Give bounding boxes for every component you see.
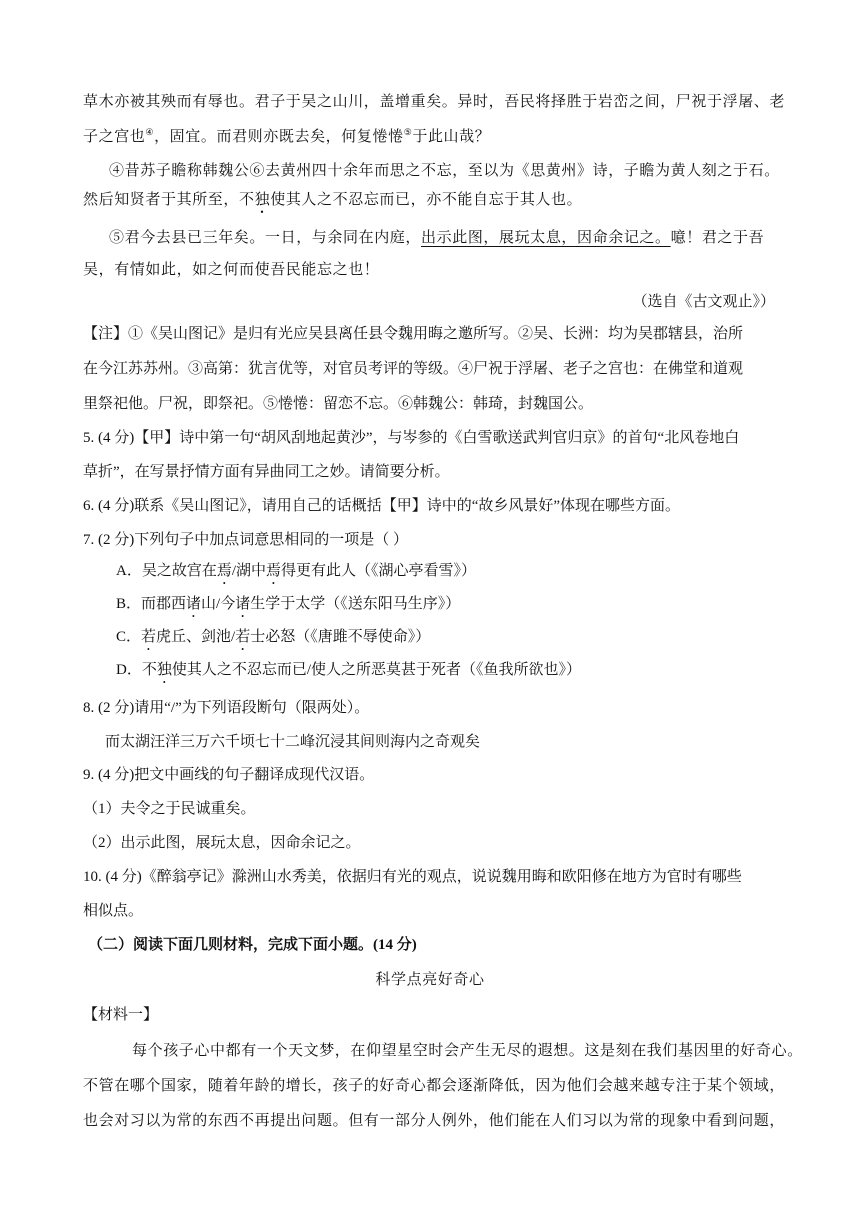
passage-paragraph-4-line-1: ④昔苏子瞻称韩魏公⑥去黄州四十余年而思之不忘，至以为《思黄州》诗，子瞻为黄人刻之于石。 xyxy=(109,161,780,179)
material-1-line-1: 每个孩子心中都有一个天文梦，在仰望星空时会产生无尽的遐想。这是刻在我们基因里的好奇心。 xyxy=(132,1041,803,1059)
question-7: 7. (2 分)下列句子中加点词意思相同的一项是（ ） xyxy=(83,532,408,548)
option-text: 山/今 xyxy=(201,596,236,612)
question-9-item-1: （1）夫令之于民诚重矣。 xyxy=(83,801,256,817)
option-text: /湖中 xyxy=(231,563,267,579)
dotted-word: 独 xyxy=(254,190,271,208)
question-7-option-a xyxy=(116,560,476,588)
option-text: B．而郡西 xyxy=(116,596,187,612)
footnote-mark: ⑤ xyxy=(403,128,413,138)
passage-line-2 xyxy=(83,122,490,147)
passage-text: 噫！君之于吾 xyxy=(670,228,765,246)
question-5-line-2: 草折”，在写景抒情方面有异曲同工之妙。请简要分析。 xyxy=(83,464,450,480)
passage-text: 子之宫也 xyxy=(83,127,146,145)
option-text: 虎丘、剑池/ xyxy=(156,629,236,645)
question-9-item-2: （2）出示此图，展玩太息，因命余记之。 xyxy=(83,835,361,851)
option-text: C． xyxy=(116,629,142,645)
option-text: 士必怒（《唐雎不辱使命》） xyxy=(250,629,431,645)
option-text: 生学于太学（《送东阳马生序》） xyxy=(250,596,461,612)
question-9: 9. (4 分)把文中画线的句子翻译成现代汉语。 xyxy=(83,767,375,783)
question-7-option-c xyxy=(116,626,430,654)
question-8: 8. (2 分)请用“/”为下列语段断句（限两处）。 xyxy=(83,700,370,716)
section-2-heading: （二）阅读下面几则材料，完成下面小题。(14 分) xyxy=(88,937,417,953)
dotted-word: 若 xyxy=(141,629,157,645)
footnote-mark: ④ xyxy=(145,128,155,138)
option-text: D．不 xyxy=(116,662,157,678)
option-text: A．吴之故宫在 xyxy=(116,563,217,579)
notes-line-1: 【注】①《吴山图记》是归有光应吴县离任县令魏用晦之邀所写。②吴、长洲：均为吴郡辖县，治所 xyxy=(83,326,744,342)
source-attribution: （选自《古文观止》） xyxy=(632,294,775,310)
passage-text: ，固宜。而君则亦既去矣，何复惓惓 xyxy=(154,127,404,145)
question-7-option-d xyxy=(116,659,581,687)
dotted-word: 诸 xyxy=(186,596,202,612)
material-1-line-2: 不管在哪个国家，随着年龄的增长，孩子的好奇心都会逐渐降低，因为他们会越来越专注于某个领域， xyxy=(83,1076,786,1094)
underlined-sentence: 出示此图，展玩太息，因命余记之。 xyxy=(421,228,671,246)
material-1-label: 【材料一】 xyxy=(83,1007,159,1023)
material-1-line-3: 也会对习以为常的东西不再提出问题。但有一部分人例外，他们能在人们习以为常的现象中看到问题， xyxy=(83,1111,786,1129)
passage-text: 于此山哉？ xyxy=(412,127,491,145)
passage-paragraph-5-line-2: 吴，有情如此，如之何而使吾民能忘之也！ xyxy=(83,260,380,278)
dotted-word: 诸 xyxy=(235,596,251,612)
dotted-word: 独 xyxy=(156,662,172,678)
question-10-line-2: 相似点。 xyxy=(83,903,144,919)
question-5-line-1: 5. (4 分)【甲】诗中第一句“胡风刮地起黄沙”，与岑参的《白雪歌送武判官归京》的首句“北风卷地白 xyxy=(83,430,740,446)
dotted-word: 若 xyxy=(235,629,251,645)
passage-text: ⑤君今去县已三年矣。一日，与余同在内庭， xyxy=(109,228,422,246)
notes-line-2: 在今江苏苏州。③高第：犹言优等，对官员考评的等级。④尸祝于浮屠、老子之宫也：在佛堂和道观 xyxy=(83,361,744,377)
question-8-text: 而太湖汪洋三万六千顷七十二峰沉浸其间则海内之奇观矣 xyxy=(105,734,481,750)
passage-text: 使其人之不忍忘而已，亦不能自忘于其人也。 xyxy=(270,190,583,208)
option-text: 使其人之不忍忘而已/使人之所恶莫甚于死者（《鱼我所欲也》） xyxy=(171,662,582,678)
passage-paragraph-5-line-1 xyxy=(109,226,764,248)
question-10-line-1: 10. (4 分)《醉翁亭记》滁洲山水秀美，依据归有光的观点，说说魏用晦和欧阳修在地方为官时有哪些 xyxy=(83,869,742,885)
passage-line-1: 草木亦被其殃而有辱也。君子于吴之山川，盖增重矣。异时，吾民将择胜于岩峦之间，尸祝于浮屠、老 xyxy=(83,92,786,110)
option-text: 得更有此人（《湖心亭看雪》） xyxy=(281,563,477,579)
dotted-word: 焉 xyxy=(266,563,282,579)
passage-paragraph-4-line-2 xyxy=(83,188,582,217)
dotted-word: 焉 xyxy=(216,563,232,579)
question-7-option-b xyxy=(116,593,460,621)
question-6: 6. (4 分)联系《吴山图记》，请用自己的话概括【甲】诗中的“故乡风景好”体现在哪些方面。 xyxy=(83,498,681,514)
passage-text: 然后知贤者于其所至，不 xyxy=(83,190,255,208)
notes-line-3: 里祭祀他。尸祝，即祭祀。⑤惓惓：留恋不忘。⑥韩魏公：韩琦，封魏国公。 xyxy=(83,396,594,412)
article-title: 科学点亮好奇心 xyxy=(375,970,485,988)
